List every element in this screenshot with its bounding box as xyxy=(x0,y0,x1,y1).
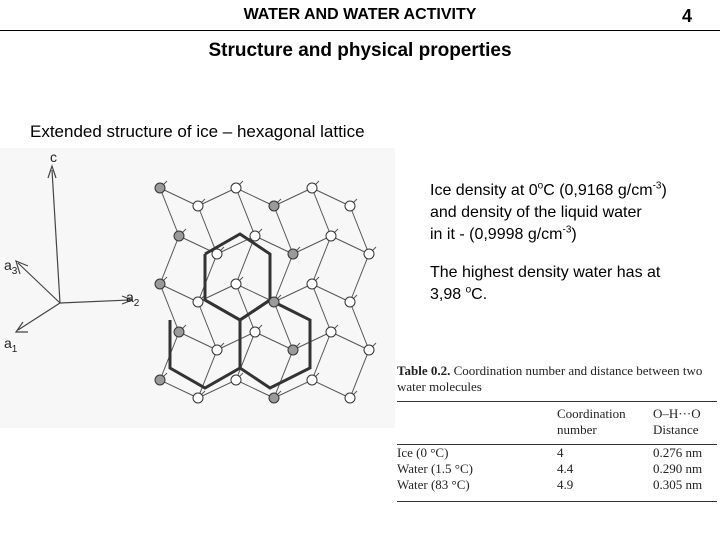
oxygen-atom xyxy=(250,327,260,337)
lattice-bond xyxy=(312,380,350,398)
oxygen-atom xyxy=(193,201,203,211)
axis-c-label: c xyxy=(50,149,57,165)
oxygen-atom xyxy=(269,393,279,403)
oxygen-atom xyxy=(345,297,355,307)
oxygen-atom xyxy=(231,279,241,289)
oxygen-atom xyxy=(288,249,298,259)
header-divider xyxy=(0,30,720,31)
oxygen-atom xyxy=(326,231,336,241)
ice-lattice-diagram xyxy=(0,148,395,428)
lattice-bond xyxy=(274,188,312,206)
oxygen-atom xyxy=(193,297,203,307)
table-cell: 4.4 xyxy=(557,461,574,476)
oxygen-atom xyxy=(193,393,203,403)
axis-a2-label: $a_2$ xyxy=(126,289,140,309)
table-caption: Table 0.2. Coordination number and distance between two water molecules xyxy=(397,363,703,394)
oxygen-atom xyxy=(269,297,279,307)
table-cell: Water (1.5 °C) xyxy=(397,461,473,476)
table-cell: Ice (0 °C) xyxy=(397,445,449,460)
oxygen-atom xyxy=(364,249,374,259)
oxygen-atom xyxy=(155,279,165,289)
oxygen-atom xyxy=(155,375,165,385)
oxygen-atom xyxy=(212,345,222,355)
table-cell: 4.9 xyxy=(557,477,574,492)
lattice-bonds xyxy=(160,181,376,398)
coordination-table xyxy=(397,363,717,502)
lattice-bond xyxy=(160,380,198,398)
oxygen-atom xyxy=(174,327,184,337)
table-header-cell: Coordination number xyxy=(557,406,626,437)
table-header-row xyxy=(397,402,717,445)
oxygen-atom xyxy=(307,375,317,385)
table-cell: 0.276 nm xyxy=(653,445,703,460)
oxygen-atom xyxy=(345,201,355,211)
table-header-cell: O–H···O Distance xyxy=(653,406,701,437)
table-header-cell xyxy=(397,402,557,445)
axes-arrows xyxy=(16,166,132,332)
oxygen-atom xyxy=(212,249,222,259)
oxygen-atom xyxy=(307,279,317,289)
oxygen-atom xyxy=(288,345,298,355)
table-cell: 4 xyxy=(557,445,564,460)
table-row xyxy=(397,461,717,477)
table-row xyxy=(397,445,717,462)
oxygen-atom xyxy=(326,327,336,337)
oxygen-atom xyxy=(231,375,241,385)
table-cell: 0.305 nm xyxy=(653,477,703,492)
oxygen-atom xyxy=(174,231,184,241)
table-cell: 0.290 nm xyxy=(653,461,703,476)
axis-a3-label: $a_3$ xyxy=(4,257,18,277)
header-title: WATER AND WATER ACTIVITY xyxy=(243,6,477,23)
oxygen-atom xyxy=(250,231,260,241)
oxygen-atom xyxy=(231,183,241,193)
lattice-bond xyxy=(350,350,369,398)
lattice-bond xyxy=(350,254,369,302)
density-paragraph: Ice density at 0$^o$C (0,9168 $g/cm^{-3}$) and density of the liquid water in it - (0,9998 $g/cm^{-3}$) xyxy=(430,180,667,243)
lattice-bond xyxy=(160,236,179,284)
lattice-caption: Extended structure of ice – hexagonal lattice xyxy=(30,122,365,141)
oxygen-atom xyxy=(155,183,165,193)
page-number: 4 xyxy=(682,6,693,26)
oxygen-atom xyxy=(364,345,374,355)
table-cell: Water (83 °C) xyxy=(397,477,470,492)
lattice-atoms xyxy=(155,183,374,403)
highest-density-paragraph: The highest density water has at 3,98 $^o$C. xyxy=(430,264,661,303)
lattice-bond xyxy=(236,380,274,398)
axis-a1-label: $a_1$ xyxy=(4,335,18,355)
density-info xyxy=(430,180,720,306)
lattice-bond xyxy=(198,188,236,206)
oxygen-atom xyxy=(269,201,279,211)
oxygen-atom xyxy=(307,183,317,193)
oxygen-atom xyxy=(345,393,355,403)
slide-title: Structure and physical properties xyxy=(208,40,512,61)
table-row xyxy=(397,477,717,502)
